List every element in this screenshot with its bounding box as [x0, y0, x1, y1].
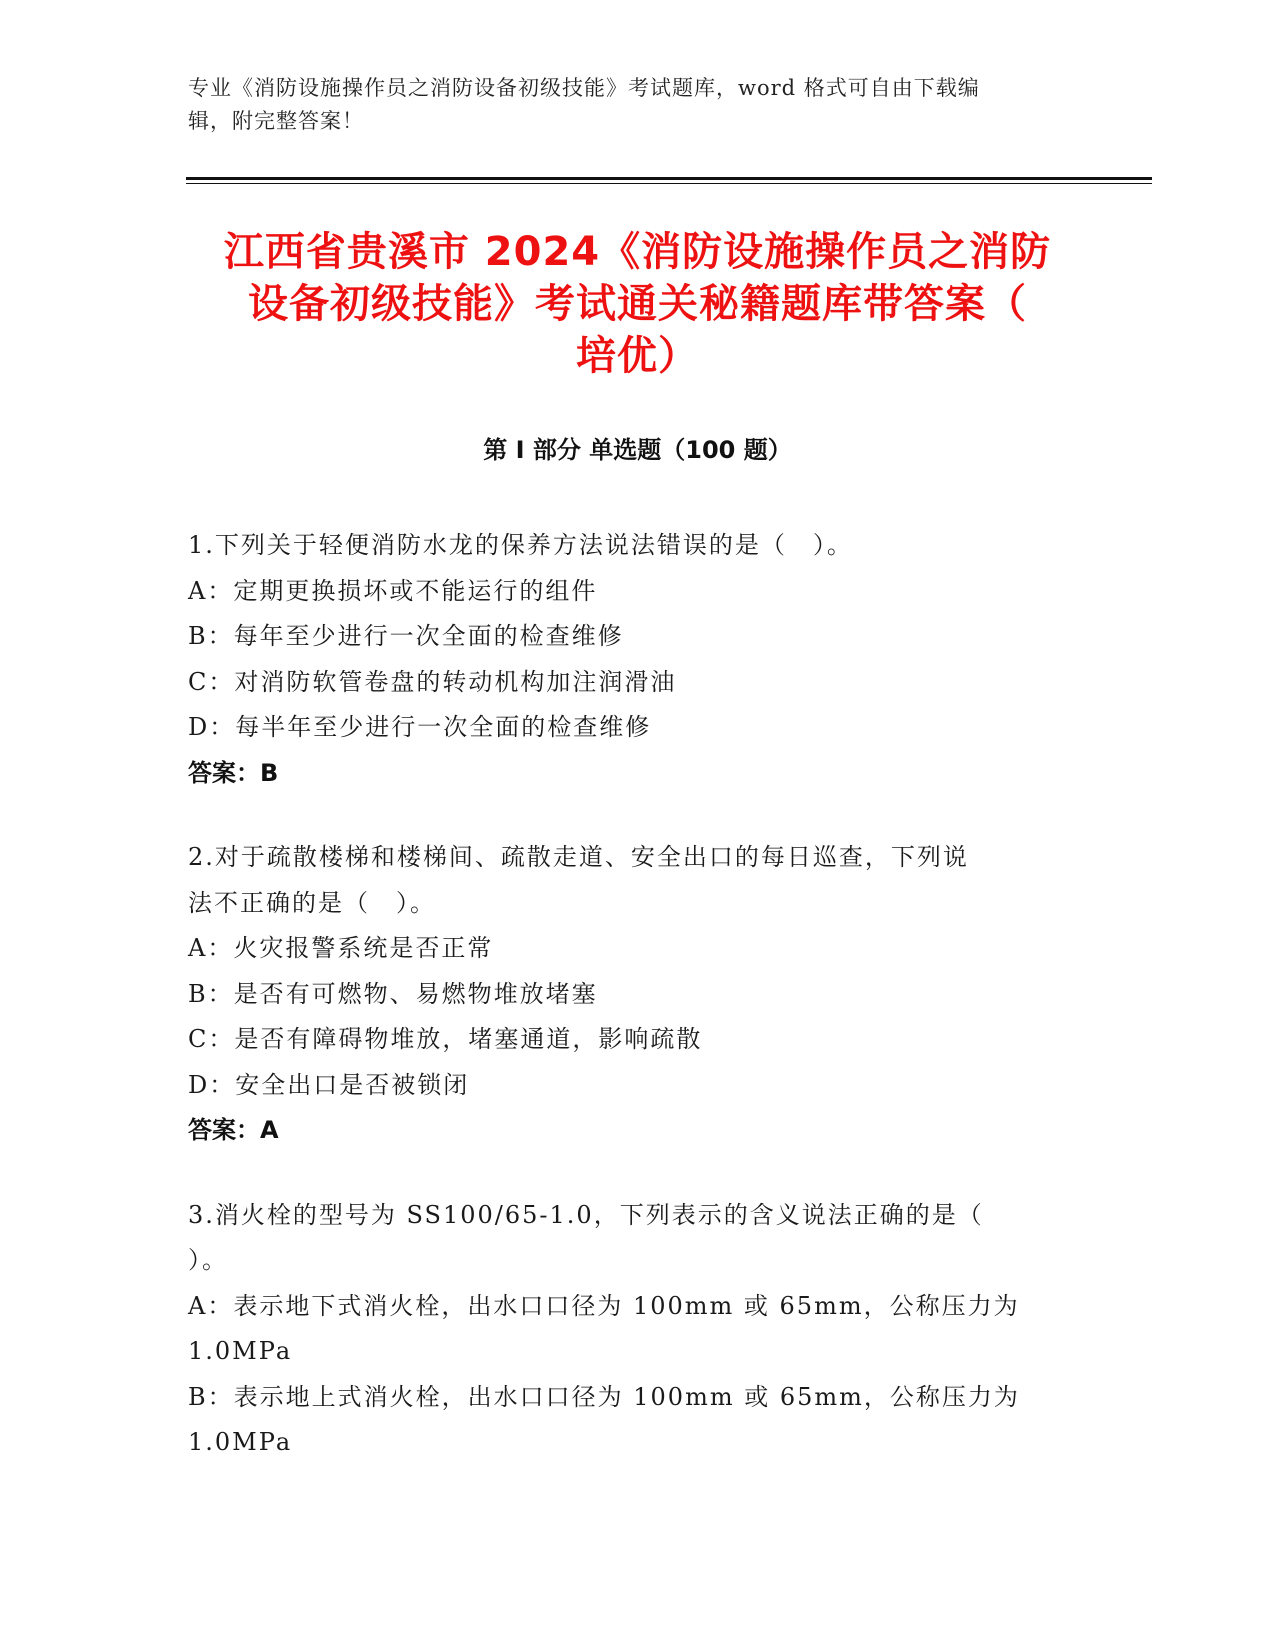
header-note [188, 72, 1088, 138]
header-note-line-2: 辑，附完整答案！ [188, 109, 364, 133]
question-answer: 答案：B [188, 758, 279, 787]
question-1 [188, 523, 1068, 796]
document-title [150, 226, 1125, 382]
question-option-line: B：表示地上式消火栓，出水口口径为 100mm 或 65mm，公称压力为 [188, 1382, 1020, 1411]
document-title-line-2: 设备初级技能》考试通关秘籍题库带答案（ [248, 281, 1027, 327]
document-title-line-3: 培优） [576, 333, 699, 379]
header-note-line-1: 专业《消防设施操作员之消防设备初级技能》考试题库，word 格式可自由下载编 [188, 76, 980, 100]
question-option-line: A：表示地下式消火栓，出水口口径为 100mm 或 65mm，公称压力为 [188, 1291, 1020, 1320]
question-3 [188, 1193, 1068, 1466]
header-rule-thick [186, 177, 1152, 180]
question-stem-line: ）。 [188, 1246, 228, 1274]
question-stem-line: 1.下列关于轻便消防水龙的保养方法说法错误的是（ ）。 [188, 531, 853, 559]
question-2 [188, 835, 1068, 1154]
question-answer: 答案：A [188, 1116, 279, 1144]
question-option-line: B：是否有可燃物、易燃物堆放堵塞 [188, 979, 598, 1008]
section-heading: 第 I 部分 单选题（100 题） [483, 436, 792, 464]
question-stem-line: 3.消火栓的型号为 SS100/65-1.0，下列表示的含义说法正确的是（ [188, 1200, 984, 1229]
question-option-line: A：定期更换损坏或不能运行的组件 [188, 576, 598, 605]
question-stem-line: 法不正确的是（ ）。 [188, 888, 436, 917]
question-option-line: B：每年至少进行一次全面的检查维修 [188, 622, 624, 650]
question-option-line: C：是否有障碍物堆放，堵塞通道，影响疏散 [188, 1025, 703, 1053]
document-title-line-1: 江西省贵溪市 2024《消防设施操作员之消防 [223, 229, 1052, 275]
question-option-line: 1.0MPa [188, 1428, 293, 1456]
header-rule-thin [186, 183, 1152, 184]
question-list [188, 523, 1068, 1505]
question-option-line: D：每半年至少进行一次全面的检查维修 [188, 713, 652, 741]
question-option-line: C：对消防软管卷盘的转动机构加注润滑油 [188, 667, 677, 696]
question-option-line: 1.0MPa [188, 1337, 293, 1365]
question-option-line: A：火灾报警系统是否正常 [188, 934, 494, 962]
question-option-line: D：安全出口是否被锁闭 [188, 1070, 470, 1099]
question-stem-line: 2.对于疏散楼梯和楼梯间、疏散走道、安全出口的每日巡查，下列说 [188, 843, 969, 871]
